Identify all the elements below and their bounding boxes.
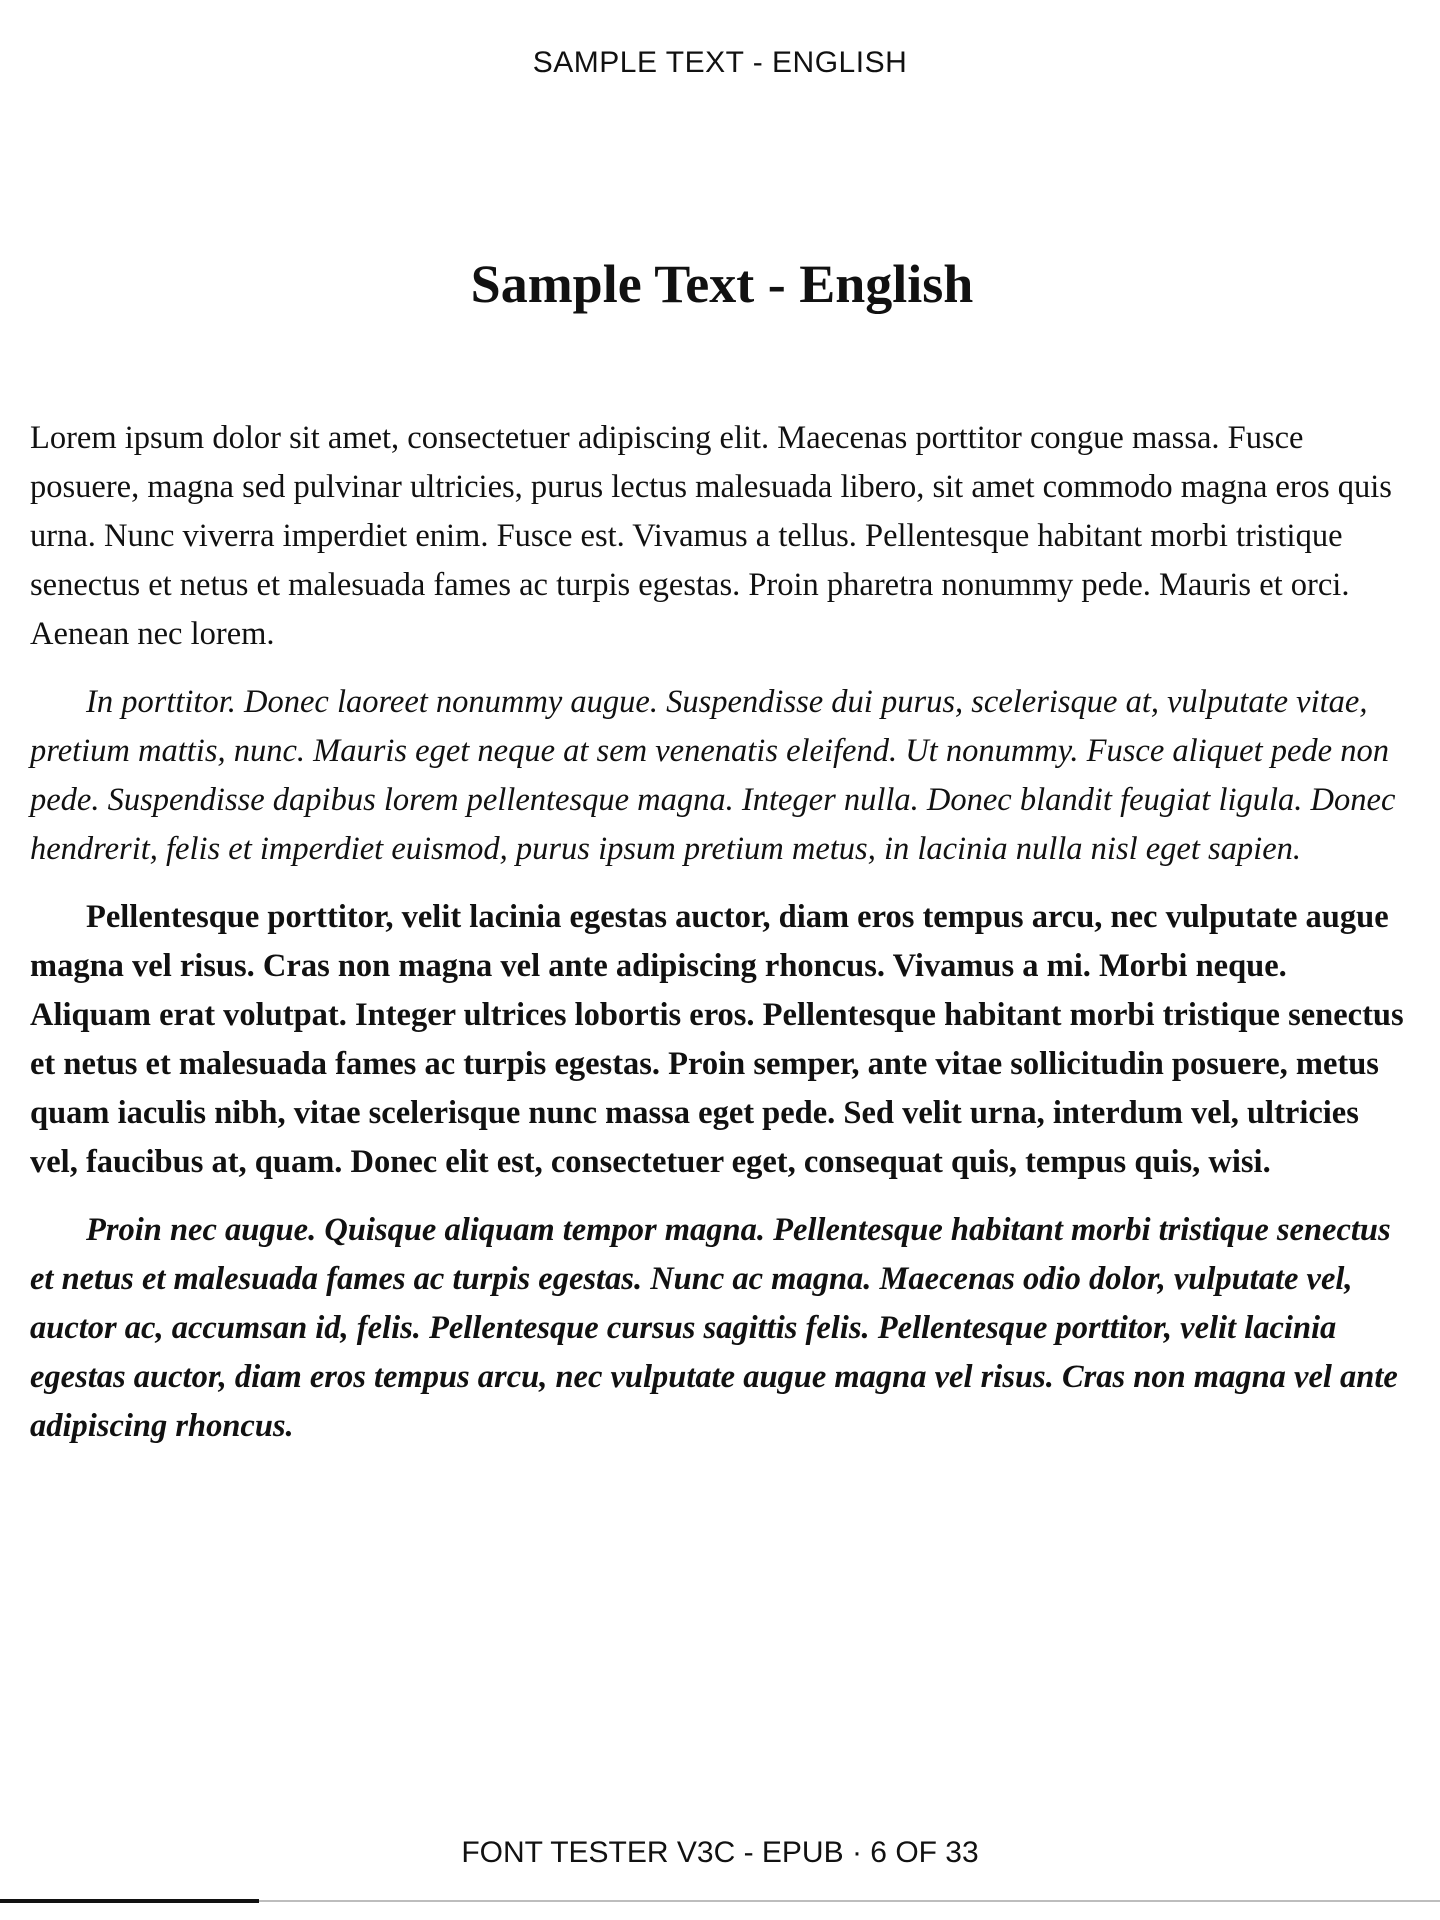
paragraph-italic: In porttitor. Donec laoreet nonummy augue. Suspendisse dui purus, scelerisque at, vulputate vitae, pretium mattis, nunc. Mauris eget neque at sem venenatis eleifend. Ut nonummy. Fusce aliquet pede non pede. Suspendisse dapibus lorem pellentesque magna. Integer nulla. Donec blandit feugiat ligula. Donec hendrerit, felis et imperdiet euismod, purus ipsum pretium metus, in lacinia nulla nisl eget sapien. [30,684,1396,867]
chapter-title: Sample Text - English [470,254,974,314]
reading-progress-fill [0,1899,259,1903]
paragraph-regular: Lorem ipsum dolor sit amet, consectetuer adipiscing elit. Maecenas porttitor congue massa. Fusce posuere, magna sed pulvinar ultricies, purus lectus malesuada libero, sit amet commodo magna eros quis urna. Nunc viverra imperdiet enim. Fusce est. Vivamus a tellus. Pellentesque habitant morbi tristique senectus et netus et malesuada fames ac turpis egestas. Proin pharetra nonummy pede. Mauris et orci. Aenean nec lorem. [30,420,1392,652]
page-indicator: 6 OF 33 [870,1836,979,1869]
footer-separator: · [851,1836,862,1869]
page-footer [0,1836,1440,1870]
paragraph-bold-italic: Proin nec augue. Quisque aliquam tempor magna. Pellentesque habitant morbi tristique senectus et netus et malesuada fames ac turpis egestas. Nunc ac magna. Maecenas odio dolor, vulputate vel, auctor ac, accumsan id, felis. Pellentesque cursus sagittis felis. Pellentesque porttitor, velit lacinia egestas auctor, diam eros tempus arcu, nec vulputate augue magna vel risus. Cras non magna vel ante adipiscing rhoncus. [30,1212,1398,1444]
reading-area[interactable] [30,250,1414,1470]
paragraph-bold: Pellentesque porttitor, velit lacinia egestas auctor, diam eros tempus arcu, nec vulputate augue magna vel risus. Cras non magna vel ante adipiscing rhoncus. Vivamus a mi. Morbi neque. Aliquam erat volutpat. Integer ultrices lobortis eros. Pellentesque habitant morbi tristique senectus et netus et malesuada fames ac turpis egestas. Proin semper, ante vitae sollicitudin posuere, metus quam iaculis nibh, vitae scelerisque nunc massa eget pede. Sed velit urna, interdum vel, ultricies vel, faucibus at, quam. Donec elit est, consectetuer eget, consequat quis, tempus quis, wisi. [30,899,1404,1180]
running-header: SAMPLE TEXT - ENGLISH [532,46,908,79]
reading-progress-bar[interactable] [0,1900,1440,1902]
book-title: FONT TESTER V3C - EPUB [461,1836,844,1869]
